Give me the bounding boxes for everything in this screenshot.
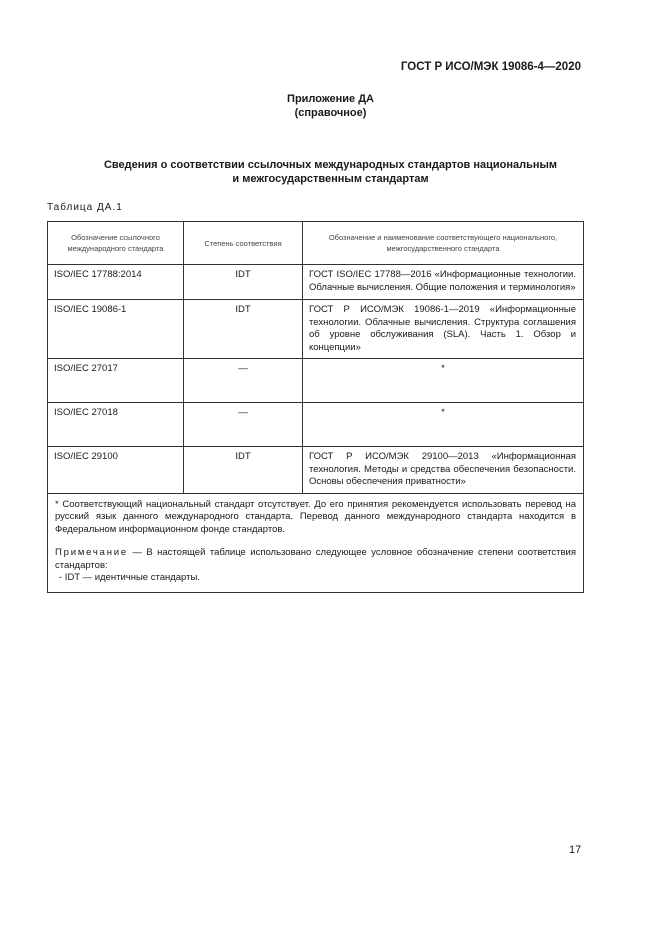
- correspondence-table: [47, 221, 584, 593]
- row-degree: —: [184, 359, 303, 403]
- header-national-standard: Обозначение и наименование соответствующего национального, межгосударственного стандарта: [303, 222, 584, 265]
- row-national: *: [303, 359, 584, 403]
- table-row: [48, 403, 584, 447]
- table-row: [48, 265, 584, 300]
- note-label: Примечание: [55, 547, 128, 558]
- row-national: *: [303, 403, 584, 447]
- table-row: [48, 300, 584, 359]
- row-ref: ISO/IEC 27018: [48, 403, 184, 447]
- table-header-row: [48, 222, 584, 265]
- row-ref: ISO/IEC 17788:2014: [48, 265, 184, 300]
- row-degree: —: [184, 403, 303, 447]
- note-paragraph: [55, 547, 576, 572]
- table-footnote-row: [48, 493, 584, 592]
- note-item: - IDT — идентичные стандарты.: [59, 572, 200, 583]
- annex-heading: [0, 92, 661, 120]
- table-label: Таблица ДА.1: [47, 202, 123, 213]
- table-row: [48, 359, 584, 403]
- row-degree: IDT: [184, 447, 303, 494]
- row-degree: IDT: [184, 265, 303, 300]
- row-degree: IDT: [184, 300, 303, 359]
- header-degree: Степень соответствия: [184, 222, 303, 265]
- header-ref-standard: Обозначение ссылочного международного стандарта: [48, 222, 184, 265]
- title-line-1: Сведения о соответствии ссылочных международных стандартов национальным: [103, 159, 558, 171]
- table-row: [48, 447, 584, 494]
- document-code: ГОСТ Р ИСО/МЭК 19086-4—2020: [400, 61, 581, 73]
- footnote-text: * Соответствующий национальный стандарт отсутствует. До его принятия рекомендуется использовать перевод на русский язык данного международного стандарта. Перевод данного международного стандарта находится в Федеральном информационном фонде стандартов.: [55, 498, 576, 535]
- row-national: ГОСТ ISO/IEC 17788—2016 «Информационные технологии. Облачные вычисления. Общие положения и терминология»: [303, 265, 584, 300]
- row-ref: ISO/IEC 19086-1: [48, 300, 184, 359]
- row-national: ГОСТ Р ИСО/МЭК 19086-1—2019 «Информационные технологии. Облачные вычисления. Структура соглашения об уровне обслуживания (SLA). Часть 1. Обзор и концепции»: [303, 300, 584, 359]
- annex-type: (справочное): [294, 107, 367, 119]
- note-text: — В настоящей таблице использовано следующее условное обозначение степени соответствия стандартов:: [55, 547, 576, 571]
- row-national: ГОСТ Р ИСО/МЭК 29100—2013 «Информационная технология. Методы и средства обеспечения безопасности. Основы обеспечения приватности»: [303, 447, 584, 494]
- row-ref: ISO/IEC 27017: [48, 359, 184, 403]
- page-number: 17: [569, 844, 582, 856]
- section-title: [0, 158, 661, 186]
- annex-title: Приложение ДА: [287, 93, 374, 105]
- title-line-2: и межгосударственным стандартам: [232, 173, 429, 185]
- row-ref: ISO/IEC 29100: [48, 447, 184, 494]
- table-footnote: [48, 493, 584, 592]
